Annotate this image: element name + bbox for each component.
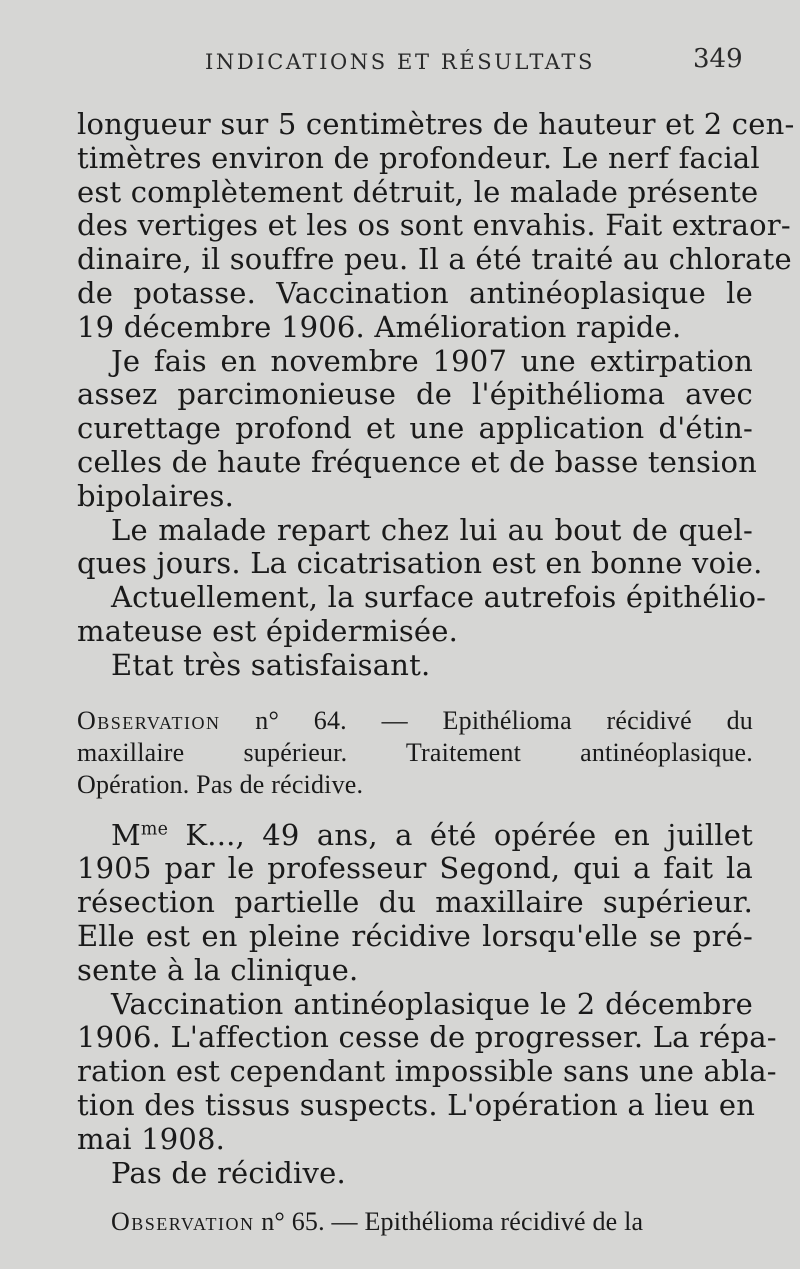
page-number: 349 (693, 44, 743, 74)
text-line: ques jours. La cicatrisation est en bonne voie. (77, 546, 763, 581)
text-line: mai 1908. (77, 1121, 226, 1156)
text-line: ration est cependant impossible sans une abla- (77, 1054, 777, 1089)
body-text (77, 107, 795, 1238)
text-line: timètres environ de profondeur. Le nerf facial (77, 140, 760, 175)
text-line: maxillaire supérieur. Traitement antinéoplasique. (77, 737, 753, 767)
text-line: résection partielle du maxillaire supérieur. (77, 885, 753, 920)
text-line: longueur sur 5 centimètres de hauteur et 2 cen- (77, 107, 795, 141)
text-line: Actuellement, la surface autrefois épithélio- (111, 580, 767, 615)
honorific-superscript: me (140, 818, 169, 839)
text-line: 19 décembre 1906. Amélioration rapide. (77, 309, 682, 344)
text-line: sente à la clinique. (77, 952, 359, 987)
text-span: K..., 49 ans, a été opérée en juillet (168, 817, 753, 852)
text-line: Vaccination antinéoplasique le 2 décembre (111, 986, 753, 1021)
text-line: curettage profond et une application d'étin- (77, 411, 753, 446)
running-head (0, 44, 800, 84)
observation-number: n° 65. (261, 1207, 325, 1237)
paragraph-actuellement (77, 580, 767, 649)
text-line: bipolaires. (77, 478, 235, 513)
observation-label: Observation (111, 1207, 255, 1237)
text-line: Elle est en pleine récidive lorsqu'elle se pré- (77, 918, 753, 953)
observation-title: — Epithélioma récidivé de la (324, 1207, 644, 1237)
text-line: mateuse est épidermisée. (77, 613, 459, 648)
text-line: 1906. L'affection cesse de progresser. La répa- (77, 1020, 777, 1055)
observation-64-heading (77, 705, 753, 801)
observation-65-heading (77, 1206, 753, 1238)
text-line: 1905 par le professeur Segond, qui a fait la (77, 851, 753, 886)
text-line: dinaire, il souffre peu. Il a été traité au chlorate (77, 242, 792, 277)
running-title: INDICATIONS ET RÉSULTATS (205, 50, 595, 74)
text-line: Etat très satisfaisant. (111, 647, 431, 682)
text-line: assez parcimonieuse de l'épithélioma avec (77, 377, 753, 412)
observation-label: Observation (77, 705, 221, 735)
text-line: tion des tissus suspects. L'opération a lieu en (77, 1087, 756, 1122)
text-line: Je fais en novembre 1907 une extirpation (111, 343, 753, 378)
paragraph-vaccination (77, 986, 777, 1157)
text-line: Le malade repart chez lui au bout de quel- (111, 512, 753, 547)
paragraph-continuation (77, 107, 795, 345)
honorific: M (111, 817, 141, 852)
observation-number: n° 64. (255, 705, 347, 735)
paragraph-case-history (77, 819, 753, 988)
paragraph-extirpation (77, 343, 758, 514)
text-line: Pas de récidive. (111, 1155, 346, 1190)
text-line: des vertiges et les os sont envahis. Fait extraor- (77, 208, 791, 243)
paragraph-etat (77, 649, 753, 683)
paragraph-pas-de-recidive (77, 1157, 753, 1191)
paragraph-depart (77, 512, 763, 582)
observation-title: — Epithélioma récidivé du (346, 705, 753, 735)
text-line: celles de haute fréquence et de basse tension (77, 444, 758, 479)
text-line: est complètement détruit, le malade présente (77, 174, 759, 209)
text-line: Opération. Pas de récidive. (77, 769, 364, 799)
text-line: de potasse. Vaccination antinéoplasique le (77, 275, 753, 310)
